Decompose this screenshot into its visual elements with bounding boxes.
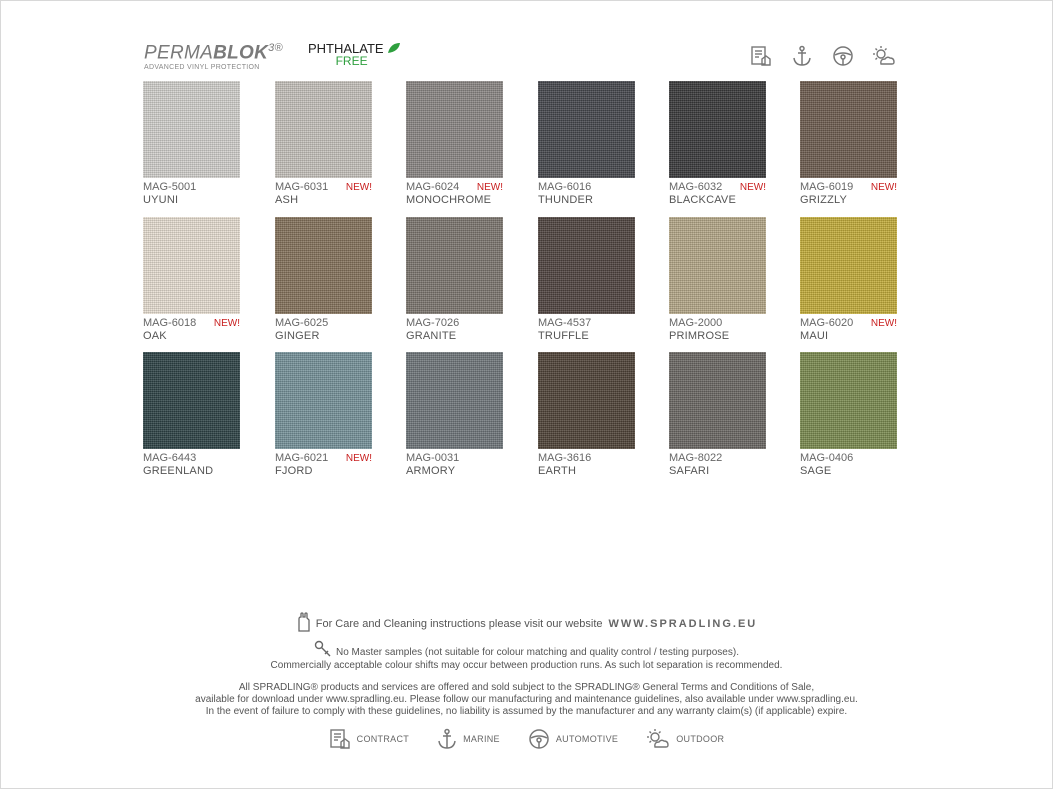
phthalate-line2: FREE	[335, 54, 368, 68]
swatch-code: MAG-6031	[275, 181, 329, 193]
leaf-icon	[387, 42, 401, 54]
legal-line-3: In the event of failure to comply with these guidelines, no liability is assumed by the manufacturer and any warranty claim(s) (if applicable) expire.	[205, 706, 848, 717]
swatch-mag-5001	[143, 81, 240, 207]
swatch-mag-6024	[406, 81, 503, 207]
swatch-code: MAG-6018	[143, 317, 197, 329]
swatch-mag-6031	[275, 81, 372, 207]
outdoor-sun-cloud-icon	[646, 728, 670, 750]
swatch-name: ARMORY	[406, 465, 456, 477]
swatch-chip	[800, 81, 897, 178]
swatch-code: MAG-6024	[406, 181, 460, 193]
swatch-name: UYUNI	[143, 194, 179, 206]
swatch-mag-6018	[143, 217, 240, 343]
swatch-chip	[143, 81, 240, 178]
swatch-mag-3616	[538, 352, 635, 478]
swatch-mag-6443	[143, 352, 240, 478]
swatch-name: GRIZZLY	[800, 194, 848, 206]
contract-icon	[329, 728, 351, 750]
brand-tagline: ADVANCED VINYL PROTECTION	[144, 64, 260, 72]
swatch-name: SAGE	[800, 465, 832, 477]
swatch-chip	[669, 217, 766, 314]
swatch-mag-6016	[538, 81, 635, 207]
segment-icons-header	[749, 44, 896, 68]
swatch-code: MAG-7026	[406, 317, 460, 329]
brand-reg: ®	[274, 42, 283, 54]
anchor-icon	[790, 44, 814, 68]
swatch-code: MAG-6025	[275, 317, 329, 329]
swatch-code: MAG-8022	[669, 452, 723, 464]
swatch-mag-6019	[800, 81, 897, 207]
swatch-mag-0406	[800, 352, 897, 478]
segment-label: MARINE	[463, 734, 500, 744]
swatch-mag-6025	[275, 217, 372, 343]
steering-wheel-icon	[528, 728, 550, 750]
swatch-name: SAFARI	[669, 465, 710, 477]
new-badge: NEW!	[870, 182, 897, 193]
new-badge: NEW!	[345, 182, 372, 193]
glove-icon	[296, 612, 312, 632]
dropper-icon	[314, 640, 332, 658]
swatch-name: OAK	[143, 330, 167, 342]
phthalate-free-badge	[308, 42, 384, 68]
swatch-chip	[406, 217, 503, 314]
legal-line-1: All SPRADLING® products and services are offered and sold subject to the SPRADLING® General Terms and Conditions of Sale,	[238, 682, 815, 693]
swatch-name: GREENLAND	[143, 465, 214, 477]
swatch-code: MAG-0406	[800, 452, 854, 464]
contract-icon	[749, 44, 773, 68]
swatch-chip	[275, 217, 372, 314]
swatch-name: GINGER	[275, 330, 320, 342]
swatch-code: MAG-0031	[406, 452, 460, 464]
brand-bold: BLOK	[213, 42, 269, 64]
swatch-mag-0031	[406, 352, 503, 478]
swatch-chip	[275, 352, 372, 449]
swatch-code: MAG-6019	[800, 181, 854, 193]
care-text: For Care and Cleaning instructions please visit our website	[315, 618, 603, 630]
swatch-mag-4537	[538, 217, 635, 343]
anchor-icon	[437, 728, 457, 750]
swatch-code: MAG-5001	[143, 181, 197, 193]
swatch-code: MAG-6021	[275, 452, 329, 464]
swatch-chip	[275, 81, 372, 178]
swatch-chip	[538, 217, 635, 314]
swatch-chip	[669, 352, 766, 449]
swatch-mag-2000	[669, 217, 766, 343]
segment-label: CONTRACT	[356, 734, 410, 744]
swatch-code: MAG-6032	[669, 181, 723, 193]
no-master-text: No Master samples (not suitable for colour matching and quality control / testing purposes).	[336, 647, 739, 658]
new-badge: NEW!	[739, 182, 766, 193]
no-master-note	[0, 640, 1053, 659]
swatch-chip	[143, 352, 240, 449]
swatch-chip	[406, 81, 503, 178]
swatch-code: MAG-2000	[669, 317, 723, 329]
new-badge: NEW!	[870, 318, 897, 329]
outdoor-sun-cloud-icon	[872, 44, 896, 68]
swatch-chip	[538, 352, 635, 449]
swatch-name: EARTH	[538, 465, 577, 477]
swatch-mag-8022	[669, 352, 766, 478]
swatch-chip	[406, 352, 503, 449]
swatch-code: MAG-3616	[538, 452, 592, 464]
swatch-name: MAUI	[800, 330, 829, 342]
swatch-name: TRUFFLE	[538, 330, 589, 342]
colour-shift-note: Commercially acceptable colour shifts may occur between production runs. As such lot separation is recommended.	[270, 660, 783, 671]
swatch-name: GRANITE	[406, 330, 457, 342]
brand-thin: PERMA	[144, 42, 214, 64]
swatch-name: BLACKCAVE	[669, 194, 737, 206]
swatch-name: PRIMROSE	[669, 330, 730, 342]
segment-marine	[437, 728, 500, 750]
care-instructions	[0, 612, 1053, 632]
swatch-name: THUNDER	[538, 194, 594, 206]
new-badge: NEW!	[476, 182, 503, 193]
permablok-logo	[144, 38, 283, 71]
legal-line-2: available for download under www.spradling.eu. Please follow our manufacturing and maintenance guidelines, also available under www.spradling.eu.	[195, 694, 858, 705]
swatch-chip	[800, 352, 897, 449]
segment-outdoor	[646, 728, 724, 750]
swatch-mag-6032	[669, 81, 766, 207]
swatch-name: MONOCHROME	[406, 194, 492, 206]
swatch-chip	[669, 81, 766, 178]
segment-automotive	[528, 728, 618, 750]
swatch-code: MAG-4537	[538, 317, 592, 329]
spradling-website-link[interactable]: WWW.SPRADLING.EU	[608, 618, 758, 630]
swatch-name: FJORD	[275, 465, 313, 477]
brand-sup: 3	[268, 42, 275, 54]
new-badge: NEW!	[213, 318, 240, 329]
swatch-code: MAG-6016	[538, 181, 592, 193]
swatch-code: MAG-6443	[143, 452, 197, 464]
swatch-mag-6020	[800, 217, 897, 343]
segment-legend	[0, 728, 1053, 750]
swatch-chip	[800, 217, 897, 314]
swatch-name: ASH	[275, 194, 299, 206]
segment-contract	[329, 728, 409, 750]
new-badge: NEW!	[345, 453, 372, 464]
phthalate-line1: PHTHALATE	[308, 41, 384, 56]
steering-wheel-icon	[831, 44, 855, 68]
segment-label: AUTOMOTIVE	[555, 734, 619, 744]
swatch-mag-7026	[406, 217, 503, 343]
swatch-code: MAG-6020	[800, 317, 854, 329]
swatch-mag-6021	[275, 352, 372, 478]
segment-label: OUTDOOR	[676, 734, 725, 744]
swatch-chip	[538, 81, 635, 178]
swatch-chip	[143, 217, 240, 314]
legal-text	[0, 682, 1053, 718]
